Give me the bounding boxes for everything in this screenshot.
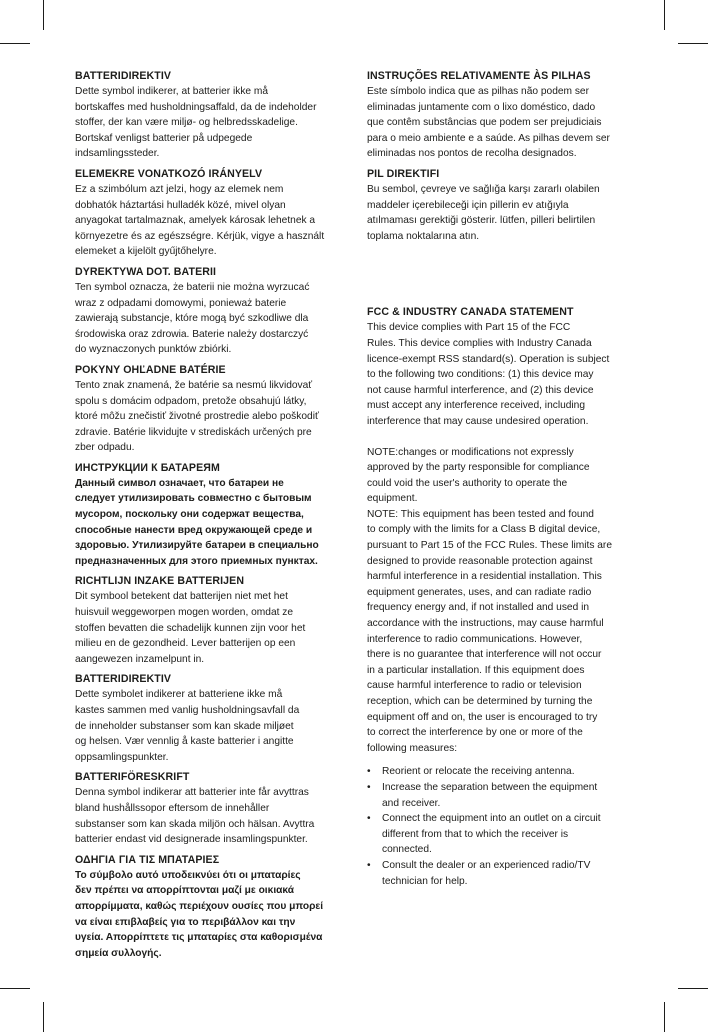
battery-section-russian	[75, 460, 355, 570]
list-item	[367, 780, 635, 811]
section-heading: ИНСТРУКЦИИ К БАТАРЕЯМ	[75, 461, 220, 474]
battery-section-danish	[75, 68, 355, 162]
section-heading: INSTRUÇÕES RELATIVAMENTE ÀS PILHAS	[367, 70, 591, 82]
section-heading: BATTERIFÖRESKRIFT	[75, 771, 190, 784]
bullet-icon: •	[367, 781, 371, 793]
crop-mark-bottom-left-h	[0, 988, 30, 989]
battery-section-swedish	[75, 769, 355, 847]
battery-section-hungarian	[75, 166, 355, 260]
section-heading: RICHTLIJN INZAKE BATTERIJEN	[75, 575, 245, 588]
crop-mark-bottom-right	[664, 1002, 665, 1032]
section-heading: ΟΔΗΓΙΑ ΓΙΑ ΤΙΣ ΜΠΑΤΑΡΙΕΣ	[75, 853, 220, 866]
fcc-statement	[367, 304, 635, 889]
measure-text: Increase the separation between the equipment and receiver.	[382, 781, 598, 809]
section-body: Ten symbol oznacza, że baterii nie można wyrzucać wraz z odpadami domowymi, ponieważ baterie zawierają substancje, które mogą być szkodliwe dla środowiska oraz zdrowia. Baterie należy dostarczyć do wyznaczonych punktów zbiórki.	[75, 281, 310, 356]
section-body: Dit symbool betekent dat batterijen niet met het huisvuil weggeworpen mogen worden, omdat ze stoffen bevatten die schadelijk kunnen zijn voor het milieu en de gezondheid. Lever batterijen op een aangewezen inzamelpunt in.	[75, 591, 306, 665]
crop-mark-top-right	[664, 0, 665, 30]
battery-section-turkish	[367, 166, 635, 244]
section-body: Dette symbolet indikerer at batteriene ikke må kastes sammen med vanlig husholdningsavfall da de inneholder substanser som kan skade miljøet og helsen. Vær vennlig å kaste batterier i angitte oppsamlingspunkter.	[75, 689, 300, 763]
crop-mark-bottom-left	[43, 1002, 44, 1032]
fcc-note-modifications: NOTE:changes or modifications not expressly approved by the party responsible for compliance could void the user's authority to operate the equipment.	[367, 446, 590, 505]
section-body: Este símbolo indica que as pilhas não podem ser eliminadas juntamente com o lixo doméstico, dado que contêm substâncias que podem ser prejudiciais para o meio ambiente e a saúde. As pilhas devem ser eliminadas nos pontos de recolha designados.	[367, 86, 610, 160]
list-item	[367, 764, 635, 780]
battery-section-polish	[75, 264, 355, 358]
battery-section-norwegian	[75, 671, 355, 765]
measure-text: Reorient or relocate the receiving antenna.	[382, 766, 575, 778]
section-heading: POKYNY OHĽADNE BATÉRIE	[75, 363, 226, 376]
section-heading: DYREKTYWA DOT. BATERII	[75, 265, 217, 278]
list-item	[367, 858, 635, 889]
section-heading: ELEMEKRE VONATKOZÓ IRÁNYELV	[75, 167, 263, 180]
crop-mark-top-left-h	[0, 43, 30, 44]
measure-text: Connect the equipment into an outlet on a circuit different from that to which the receiver is connected.	[382, 813, 601, 856]
right-column	[367, 68, 635, 889]
battery-section-slovak	[75, 362, 355, 456]
section-heading: BATTERIDIREKTIV	[75, 673, 172, 686]
battery-section-portuguese	[367, 68, 635, 162]
fcc-measures-list	[367, 764, 635, 889]
left-column	[75, 68, 355, 965]
fcc-heading: FCC & INDUSTRY CANADA STATEMENT	[367, 306, 574, 319]
crop-mark-top-left	[43, 0, 44, 30]
list-item	[367, 811, 635, 858]
crop-mark-top-right-h	[678, 43, 708, 44]
section-body: Данный символ означает, что батареи не следует утилизировать совместно с бытовым мусором, поскольку они содержат вещества, способные нанести вред окружающей среде и здоровью. Утилизируйте батареи в специально предназначенных для этого приемных пунктах.	[75, 477, 319, 567]
fcc-intro: This device complies with Part 15 of the FCC Rules. This device complies with Industry Canada licence-exempt RSS standard(s). Operation is subject to the following two conditions: (1) this device may not cause harmful interference, and (2) this device must accept any interference received, including interference that may cause undesired operation.	[367, 322, 610, 427]
measure-text: Consult the dealer or an experienced radio/TV technician for help.	[382, 859, 591, 887]
fcc-note-class-b: NOTE: This equipment has been tested and found to comply with the limits for a Class B digital device, pursuant to Part 15 of the FCC Rules. These limits are designed to provide reasonable protection against harmful interference in a residential installation. This equipment generates, uses, and can radiate radio frequency energy and, if not installed and used in accordance with the instructions, may cause harmful interference to radio communications. However, there is no guarantee that interference will not occur in a particular installation. If this equipment does cause harmful interference to radio or television reception, which can be determined by turning the equipment off and on, the user is encouraged to try to correct the interference by one or more of the following measures:	[367, 508, 612, 754]
crop-mark-bottom-right-h	[678, 988, 708, 989]
section-body: Denna symbol indikerar att batterier inte får avyttras bland hushållssopor eftersom de innehåller substanser som kan skada miljön och hälsan. Avyttra batterier endast vid designerade insamlingspunkter.	[75, 787, 315, 846]
bullet-icon: •	[367, 859, 371, 871]
section-body: Ez a szimbólum azt jelzi, hogy az elemek nem dobhatók háztartási hulladék közé, mivel olyan anyagokat tartalmaznak, amelyek károsak lehetnek a környezetre és az egészségre. Kérjük, vigye a használt elemeket a kijelölt gyűjtőhelyre.	[75, 183, 325, 258]
section-body: Το σύμβολο αυτό υποδεικνύει ότι οι μπαταρίες δεν πρέπει να απορρίπτονται μαζί με οικιακά απορρίμματα, καθώς περιέχουν ουσίες που μπορεί να είναι επιβλαβείς για το περιβάλλον και την υγεία. Απορρίπτετε τις μπαταρίες στα καθορισμένα σημεία συλλογής.	[75, 869, 324, 959]
battery-section-greek	[75, 852, 355, 962]
battery-section-dutch	[75, 573, 355, 667]
section-heading: BATTERIDIREKTIV	[75, 70, 172, 82]
bullet-icon: •	[367, 766, 371, 778]
section-body: Dette symbol indikerer, at batterier ikke må bortskaffes med husholdningsaffald, da de indeholder stoffer, der kan være miljø- og helbredsskadelige. Bortskaf venligst batterier på udpegede indsamlingssteder.	[75, 86, 317, 160]
section-body: Tento znak znamená, že batérie sa nesmú likvidovať spolu s domácim odpadom, pretože obsahujú látky, ktoré môžu znečistiť životné prostredie alebo poškodiť zdravie. Batérie likvidujte v strediskách určených pre zber odpadu.	[75, 379, 319, 454]
section-heading: PIL DIREKTIFI	[367, 167, 440, 180]
bullet-icon: •	[367, 813, 371, 825]
section-body: Bu sembol, çevreye ve sağlığa karşı zararlı olabilen maddeler içerebileceği için pillerin ev atığıyla atılmaması gerektiği gösterir. lütfen, pilleri belirtilen toplama noktalarına atın.	[367, 183, 600, 242]
